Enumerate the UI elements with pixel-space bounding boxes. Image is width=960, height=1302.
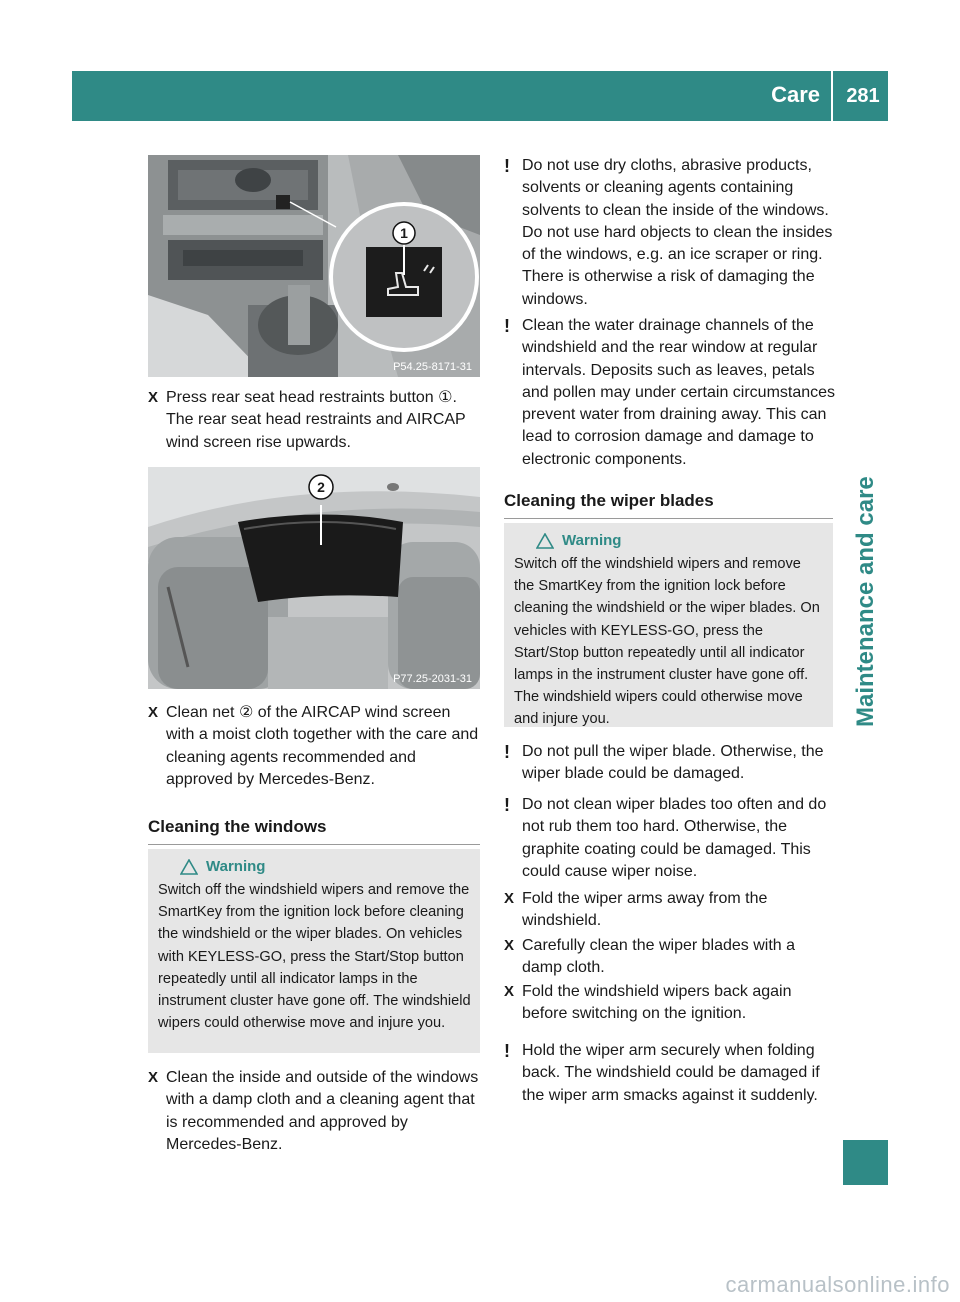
note-exclamation-icon: ! (504, 156, 510, 176)
note-text: Hold the wiper arm securely when folding back. The windshield could be damaged if the wiper arm smacks against it suddenly. (522, 1042, 820, 1104)
warning-box-wipers (504, 523, 833, 727)
step-text: Carefully clean the wiper blades with a damp cloth. (522, 937, 796, 977)
note-clean-often (504, 794, 836, 883)
figure-head-restraint-button (148, 155, 480, 377)
warning-title: Warning (206, 858, 266, 875)
footer-watermark: carmanualsonline.info (725, 1272, 950, 1297)
note-text: Do not use dry cloths, abrasive products, solvents or cleaning agents containing solvents to clean the inside of the windows. Do not use hard objects to clean the insides of the windows, e.g. an ice scraper or ring. There is otherwise a risk of damaging the windows. (522, 157, 833, 308)
figure-2-illustration (148, 467, 480, 689)
header-separator (831, 71, 833, 121)
step-clean-blades (504, 935, 836, 980)
note-exclamation-icon: ! (504, 795, 510, 815)
warning-text: Switch off the windshield wipers and remove the SmartKey from the ignition lock before cleaning the windshield or the wiper blades. On vehicles with KEYLESS-GO, press the Start/Stop button repeatedly until all indicator lamps in the instrument cluster have gone off. The windshield wipers could otherwise move and injure you. (158, 882, 471, 1032)
side-tab-marker (843, 1140, 888, 1185)
figure-1-code: P54.25-8171-31 (393, 361, 472, 373)
step-marker-icon: X (148, 1069, 159, 1086)
step-marker-icon: X (504, 983, 515, 1000)
step-fold-back (504, 981, 836, 1026)
figure-1-illustration (148, 155, 480, 377)
step-text: Press rear seat head restraints button ①. The rear seat head restraints and AIRCAP wind screen rise upwards. (166, 389, 466, 451)
page-number: 281 (846, 85, 880, 107)
step-press-button (148, 387, 483, 454)
figure-1-callout: 1 (400, 225, 408, 241)
figure-2-code: P77.25-2031-31 (393, 673, 472, 685)
side-tab-label: Maintenance and care (852, 476, 879, 728)
note-hold-arm (504, 1040, 836, 1107)
warning-title: Warning (562, 532, 622, 549)
step-marker-icon: X (148, 704, 159, 721)
figure-aircap-net (148, 467, 480, 689)
note-exclamation-icon: ! (504, 742, 510, 762)
figure-2-callout: 2 (317, 479, 325, 495)
note-exclamation-icon: ! (504, 316, 510, 336)
warning-triangle-icon (180, 859, 198, 875)
warning-header (536, 531, 825, 551)
step-clean-windows (148, 1067, 483, 1156)
note-text: Do not pull the wiper blade. Otherwise, the wiper blade could be damaged. (522, 743, 824, 783)
note-exclamation-icon: ! (504, 1041, 510, 1061)
section-heading-wiper-blades: Cleaning the wiper blades (504, 490, 833, 519)
note-drainage (504, 315, 836, 471)
warning-triangle-icon (536, 533, 554, 549)
step-text: Fold the windshield wipers back again before switching on the ignition. (522, 983, 792, 1023)
note-dry-cloths (504, 155, 836, 311)
step-marker-icon: X (148, 389, 159, 406)
note-text: Do not clean wiper blades too often and do not rub them too hard. Otherwise, the graphite coating could be damaged. This could cause wiper noise. (522, 796, 827, 880)
step-clean-net (148, 702, 483, 791)
note-text: Clean the water drainage channels of the windshield and the rear window at regular intervals. Deposits such as leaves, petals and pollen may under certain circumstances prevent water from draining away. This can lead to corrosion damage and damage to electronic components. (522, 317, 836, 468)
note-pull-blade (504, 741, 836, 786)
step-text: Fold the wiper arms away from the windshield. (522, 890, 768, 930)
step-fold-arms-away (504, 888, 836, 933)
step-text: Clean the inside and outside of the windows with a damp cloth and a cleaning agent that is recommended and approved by Mercedes-Benz. (166, 1069, 479, 1153)
section-heading-cleaning-windows: Cleaning the windows (148, 816, 480, 845)
step-marker-icon: X (504, 937, 515, 954)
step-text: Clean net ② of the AIRCAP wind screen with a moist cloth together with the care and cleaning agents recommended and approved by Mercedes-Benz. (166, 704, 479, 788)
warning-header (180, 857, 472, 877)
step-marker-icon: X (504, 890, 515, 907)
warning-box-windows (148, 849, 480, 1053)
page-title: Care (771, 82, 820, 107)
warning-text: Switch off the windshield wipers and remove the SmartKey from the ignition lock before cleaning the windshield or the wiper blades. On vehicles with KEYLESS-GO, press the Start/Stop button repeatedly until all indicator lamps in the instrument cluster have gone off. The windshield wipers could otherwise move and injure you. (514, 556, 820, 728)
